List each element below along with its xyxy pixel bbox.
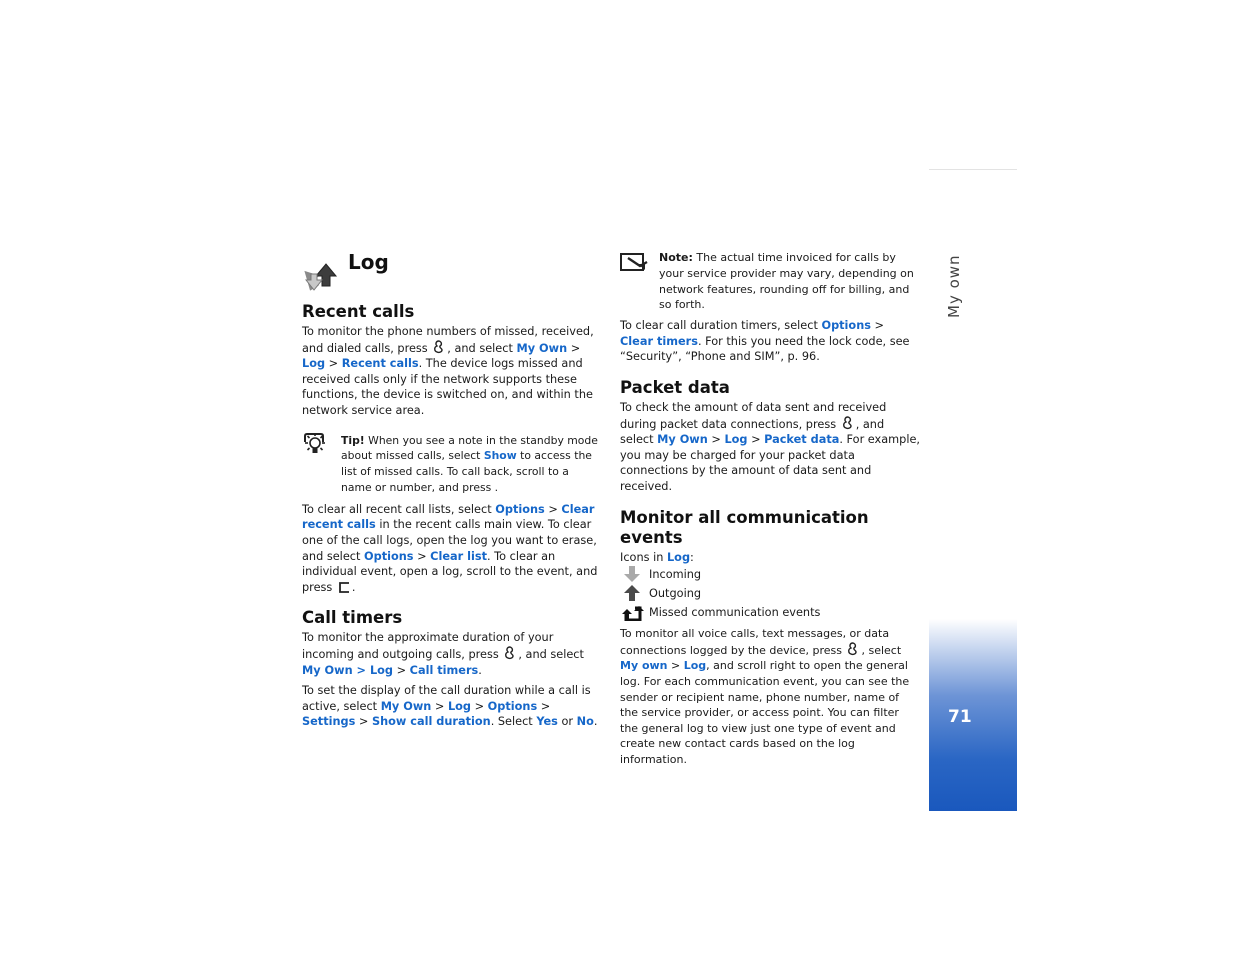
recent-calls-heading: Recent calls [302,302,415,321]
tip-box [302,433,602,496]
missed-label: Missed communication events [649,606,821,620]
text: > [325,357,342,371]
call-timers-paragraph [302,630,602,678]
link-clear-recent-calls[interactable]: Clear recent calls [302,502,595,532]
tip-text [341,433,602,496]
text: . [494,480,499,494]
text: Icons in [620,550,667,564]
link-options[interactable]: Options [487,699,538,713]
link-options[interactable]: Options [821,319,871,333]
text: to access the list of missed calls. To call back, scroll to a name or number, and press [341,449,592,494]
text: . For example, you may be charged for your packet data connections by the amount of data sent and received. [620,433,921,493]
link-no[interactable]: No [576,715,594,729]
link-log[interactable]: Log [683,659,707,673]
text: . [593,715,598,729]
text: > [431,699,448,713]
text: > [707,433,725,447]
log-title-row [302,250,602,298]
text: , and select [620,417,885,447]
show-call-duration-paragraph [302,683,602,730]
chapter-sidebar [929,169,1017,811]
link-log[interactable]: Log [666,550,691,564]
menu-key-icon [842,416,854,430]
text: . Select [490,715,537,729]
text: . For this you need the lock code, see “Security”, “Phone and SIM”, p. 96. [620,334,910,364]
note-box [620,250,920,313]
text: To clear call duration timers, select [620,319,822,333]
link-log[interactable]: Log [724,433,748,447]
text: To monitor the approximate duration of your incoming and outgoing calls, press [302,631,554,661]
incoming-arrow-icon [622,566,642,583]
menu-key-icon [433,340,445,354]
text: > [393,663,410,677]
text: or [557,715,577,729]
link-clear-list[interactable]: Clear list [430,549,487,563]
text: , and scroll right to open the general log. For each communication event, you can see the sender or recipient name, phone number, name of the service provider, or access point. You can filter the general log to view just one type of event and create new contact cards based on the log information. [620,659,910,766]
recent-calls-paragraph [302,324,602,419]
link-my-own[interactable]: My own [620,659,668,673]
outgoing-label: Outgoing [649,587,702,601]
text: > [537,699,551,713]
note-label: Note: [659,251,693,264]
text: . The device logs missed and received calls only if the network supports these functions, the device is switched on, and within the network service area. [302,357,593,417]
link-call-timers[interactable]: Call timers [409,663,479,677]
link-settings[interactable]: Settings [302,715,356,729]
page-title: Log [348,250,389,274]
text: , select [861,643,902,657]
text: > [747,433,765,447]
missed-arrow-icon [620,604,644,621]
text: To monitor all voice calls, text messages, or data connections logged by the device, press [620,627,890,657]
link-recent-calls[interactable]: Recent calls [341,357,419,371]
chapter-label: My own [945,254,963,318]
call-timers-heading: Call timers [302,608,403,628]
link-packet-data[interactable]: Packet data [764,433,840,447]
link-my-own[interactable]: My Own [516,341,568,355]
link-yes[interactable]: Yes [536,715,558,729]
left-column [302,250,602,730]
link-my-own-log[interactable]: My Own > Log [302,663,393,677]
monitor-paragraph [620,626,920,767]
note-pencil-icon [620,250,648,272]
link-show[interactable]: Show [483,449,517,463]
packet-data-heading: Packet data [620,377,730,397]
page-number: 71 [948,707,972,727]
right-column [620,250,920,767]
missed-row [620,603,920,622]
clear-key-icon [338,582,350,593]
text: in the recent calls main view. To clear one of the call logs, open the log you want to erase, and select [302,518,597,563]
text: > [870,319,885,333]
menu-key-icon [504,646,516,660]
incoming-label: Incoming [649,568,702,582]
monitor-heading: Monitor all communication events [620,507,869,547]
text: To check the amount of data sent and received during packet data connections, press [620,400,887,431]
link-options[interactable]: Options [495,502,545,516]
tip-label: Tip! [341,433,365,447]
packet-data-paragraph [620,400,920,495]
link-show-call-duration[interactable]: Show call duration [371,715,491,729]
text: To set the display of the call duration while a call is active, select [302,684,591,713]
menu-key-icon [847,642,859,656]
text: > [471,699,488,713]
text: When you see a note in the standby mode about missed calls, select [341,433,598,463]
text: To monitor the phone numbers of missed, received, and dialed calls, press [302,325,594,355]
link-log[interactable]: Log [447,699,472,713]
text: : [690,550,694,564]
text: > [413,549,431,563]
clear-paragraph [302,502,602,596]
clear-timers-paragraph [620,318,920,365]
text: > [667,659,684,673]
text: > [544,502,562,516]
note-text [659,250,920,313]
text: To clear all recent call lists, select [302,502,496,516]
link-options[interactable]: Options [364,549,414,563]
text: . To clear an individual event, open a log, scroll to the event, and press [302,549,598,594]
outgoing-row [620,584,920,603]
log-arrows-icon [302,256,340,292]
text: . [351,580,356,594]
text: > [567,341,581,355]
text: . [478,663,482,677]
text: , and select [518,647,584,661]
text: The actual time invoiced for calls by your service provider may vary, depending on network features, rounding off for billing, and so forth. [659,251,914,312]
link-my-own[interactable]: My Own [657,433,708,447]
text: > [355,715,372,729]
text: , and select [447,341,517,355]
icons-in-log [620,550,920,566]
incoming-row [620,565,920,584]
outgoing-arrow-icon [622,585,642,602]
link-my-own[interactable]: My Own [380,699,432,713]
link-clear-timers[interactable]: Clear timers [620,334,698,348]
link-log[interactable]: Log [302,357,326,371]
call-key-icon [304,433,324,443]
